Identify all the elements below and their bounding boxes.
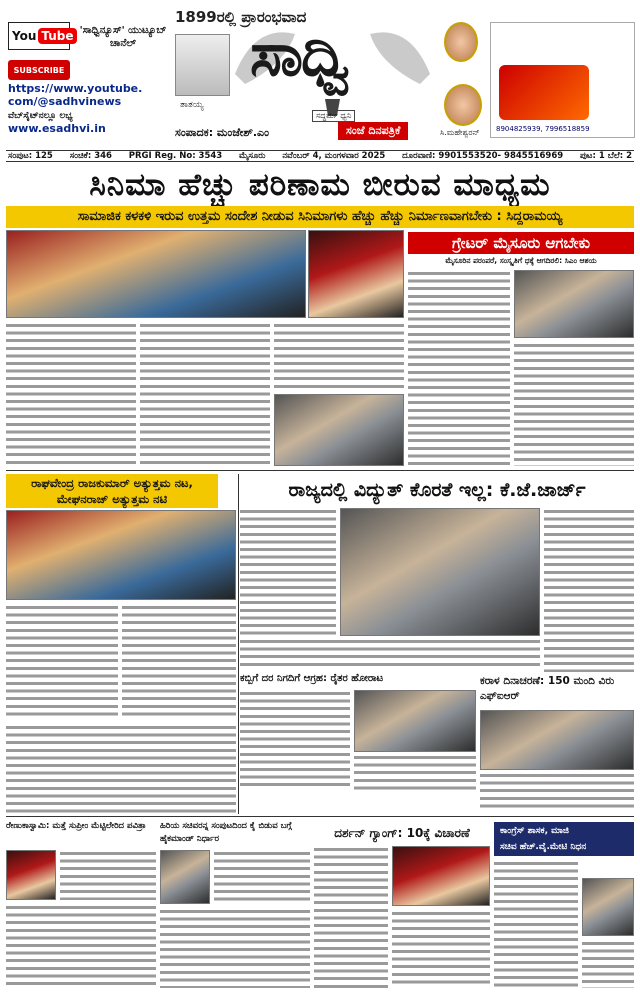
- advert-phone: 8904825939, 7996518859: [496, 125, 590, 133]
- cabinet-col2: [160, 908, 310, 988]
- pages: ಪುಟ: 1 ಬೆಲೆ: 2: [580, 151, 632, 161]
- youtube-you-text: You: [12, 29, 37, 43]
- date: ನವೆಂಬರ್ 4, ಮಂಗಳವಾರ 2025: [282, 151, 386, 161]
- greater-mysuru-col2: [514, 342, 634, 466]
- established-text: 1899ರಲ್ಲಿ ಪ್ರಾರಂಭವಾದ: [175, 8, 307, 26]
- karala-photo: [480, 710, 634, 770]
- rajkumar-title[interactable]: [6, 474, 218, 508]
- saint-portrait-top: [444, 22, 478, 62]
- greater-mysuru-sub: ಮೈಸೂರಿನ ಪರಂಪರೆ, ಸಂಸ್ಕೃತಿಗೆ ಧಕ್ಕೆ ಆಗದಿರಲಿ: ಸಿಎಂ ಆಶಯ: [445, 256, 597, 265]
- subscribe-label: SUBSCRIBE: [13, 65, 65, 75]
- cabinet-title[interactable]: ಹಿರಿಯ ಸಚಿವರನ್ನ ಸಂಪುಟದಿಂದ ಕೈ ಬಿಡುವ ಬಗ್ಗೆ ಹೈಕಮಾಂಡ್ ನಿರ್ಧಾರ: [160, 821, 292, 844]
- website-link[interactable]: www.esadhvi.in: [8, 122, 106, 135]
- rajkumar-col2: [122, 604, 236, 720]
- lead-story-col3: [274, 322, 404, 392]
- mla-photo: [582, 878, 634, 936]
- power-col1: [240, 508, 336, 636]
- logo-tagline: ಸದ್ಧರ್ಮ ಧ್ವನಿ: [312, 110, 355, 122]
- karala-title[interactable]: ಕರಾಳ ದಿನಾಚರಣೆ: 150 ಮಂದಿ ವಿರು ಎಫ್‌ಐಆರ್: [480, 675, 615, 702]
- karala-col1: [480, 772, 634, 812]
- youtube-url-line1: https://www.youtube.: [8, 82, 143, 95]
- issue: ಸಂಚಿಕೆ: 346: [69, 151, 112, 161]
- cabinet-photo: [160, 850, 210, 904]
- farmers-col1: [240, 690, 350, 790]
- lead-story-col2: [140, 322, 270, 466]
- rajkumar-col1: [6, 604, 118, 720]
- power-photo: [340, 508, 540, 636]
- greater-mysuru-photo: [514, 270, 634, 338]
- renukaswamy-col1: [60, 850, 156, 900]
- greater-mysuru-title[interactable]: ಗ್ರೇಟರ್ ಮೈಸೂರು ಆಗಬೇಕು: [408, 232, 634, 254]
- lead-photo-audience: [308, 230, 404, 318]
- channel-name: 'ಸಾಧ್ವಿನ್ಯೂಸ್' ಯುಟ್ಯೂಬ್ ಚಾನೆಲ್: [79, 25, 167, 49]
- paper-name: ಸಾಧ್ವಿ: [250, 20, 349, 90]
- advert-image: [499, 65, 589, 120]
- volume: ಸಂಪುಟ: 125: [8, 151, 53, 161]
- power-col3: [240, 638, 540, 666]
- rajkumar-col3: [6, 724, 236, 814]
- founder-name: ತಾತಯ್ಯ: [180, 100, 204, 110]
- darshan-col1: [314, 846, 388, 988]
- website-label: ವೆಬ್‌ಸೈಟ್‌ನಲ್ಲೂ ಲಭ್ಯ: [8, 111, 73, 121]
- founder-portrait: [175, 34, 230, 96]
- rajkumar-title-line1: ರಾಘವೇಂದ್ರ ರಾಜಕುಮಾರ್ ಅತ್ಯುತ್ತಮ ನಟ,: [31, 476, 193, 490]
- youtube-tube-text: Tube: [38, 28, 76, 44]
- renukaswamy-photo: [6, 850, 56, 900]
- power-title[interactable]: ರಾಜ್ಯದಲ್ಲಿ ವಿದ್ಯುತ್ ಕೊರತೆ ಇಲ್ಲ: ಕೆ.ಜೆ.ಜಾರ್ಜ್: [288, 479, 586, 501]
- lead-photo-inset: [274, 394, 404, 466]
- editor-line: ಸಂಪಾದಕ: ಮಂಜೇಶ್.ಎಂ: [175, 126, 269, 139]
- registration: PRGI Reg. No: 3543: [128, 151, 223, 161]
- youtube-url-line2: com/@sadhvinews: [8, 95, 122, 108]
- mla-title-line1: ಕಾಂಗ್ರೆಸ್ ಶಾಸಕ, ಮಾಜಿ: [500, 826, 569, 836]
- renukaswamy-col2: [6, 904, 156, 988]
- phone: ದೂರವಾಣಿ: 9901553520- 9845516969: [402, 151, 564, 161]
- evening-edition-tag: ಸಂಜೆ ದಿನಪತ್ರಿಕೆ: [338, 122, 408, 140]
- issue-info-bar: [6, 150, 634, 162]
- lead-photo-awards: [6, 230, 306, 318]
- main-headline[interactable]: ಸಿನಿಮಾ ಹೆಚ್ಚು ಪರಿಣಾಮ ಬೀರುವ ಮಾಧ್ಯಮ: [89, 167, 551, 203]
- mla-col1: [494, 860, 578, 988]
- subscribe-button[interactable]: [8, 60, 70, 80]
- section-divider: [6, 470, 634, 471]
- masthead-advert[interactable]: [490, 22, 635, 138]
- saint-name-bottom: ಸಿ.ಮಹೇಶ್ವರನ್: [440, 128, 480, 137]
- renukaswamy-title[interactable]: ರೇಣುಕಾಸ್ವಾಮಿ: ಮತ್ತೆ ಸುಪ್ರೀಂ ಮೆಟ್ಟಿಲೇರಿದ ಪವಿತ್ರಾ: [6, 821, 146, 831]
- main-subheadline: ಸಾಮಾಜಿಕ ಕಳಕಳಿ ಇರುವ ಉತ್ತಮ ಸಂದೇಶ ನೀಡುವ ಸಿನಿಮಾಗಳು ಹೆಚ್ಚು ಹೆಚ್ಚು ನಿರ್ಮಾಣವಾಗಬೇಕು : ಸಿದ್ದರಾಮಯ್ಯ: [6, 206, 634, 228]
- cabinet-col1: [214, 850, 310, 904]
- farmers-photo: [354, 690, 476, 752]
- power-col2: [544, 508, 634, 672]
- farmers-col2: [354, 754, 476, 790]
- mla-title-line2: ಸಚಿವ ಹೆಚ್.ವೈ.ಮೇಟಿ ನಿಧನ: [500, 842, 587, 852]
- darshan-title[interactable]: ದರ್ಶನ್ ಗ್ಯಾಂಗ್: 10ಕ್ಕೆ ವಿಚಾರಣೆ: [334, 826, 470, 840]
- masthead: [0, 0, 640, 150]
- farmers-title[interactable]: ಕಬ್ಬಿಗೆ ದರ ನಿಗದಿಗೆ ಆಗ್ರಹ: ರೈತರ ಹೋರಾಟ: [240, 673, 384, 684]
- lead-story-col1: [6, 322, 136, 466]
- greater-mysuru-col1: [408, 270, 510, 466]
- column-divider: [238, 474, 239, 814]
- darshan-photo: [392, 846, 490, 906]
- youtube-promo[interactable]: [8, 22, 167, 135]
- mla-title[interactable]: [494, 822, 634, 856]
- youtube-logo-icon: [8, 22, 74, 50]
- youtube-url[interactable]: [8, 82, 168, 123]
- rajkumar-photo: [6, 510, 236, 600]
- rajkumar-title-line2: ಮೇಘನರಾಜ್ ಅತ್ಯುತ್ತಮ ನಟಿ: [56, 492, 168, 506]
- bottom-section-divider: [6, 816, 634, 817]
- mla-col2: [582, 940, 634, 988]
- darshan-col2: [392, 910, 490, 988]
- city: ಮೈಸೂರು: [239, 151, 266, 161]
- saint-portrait-bottom: [444, 84, 482, 126]
